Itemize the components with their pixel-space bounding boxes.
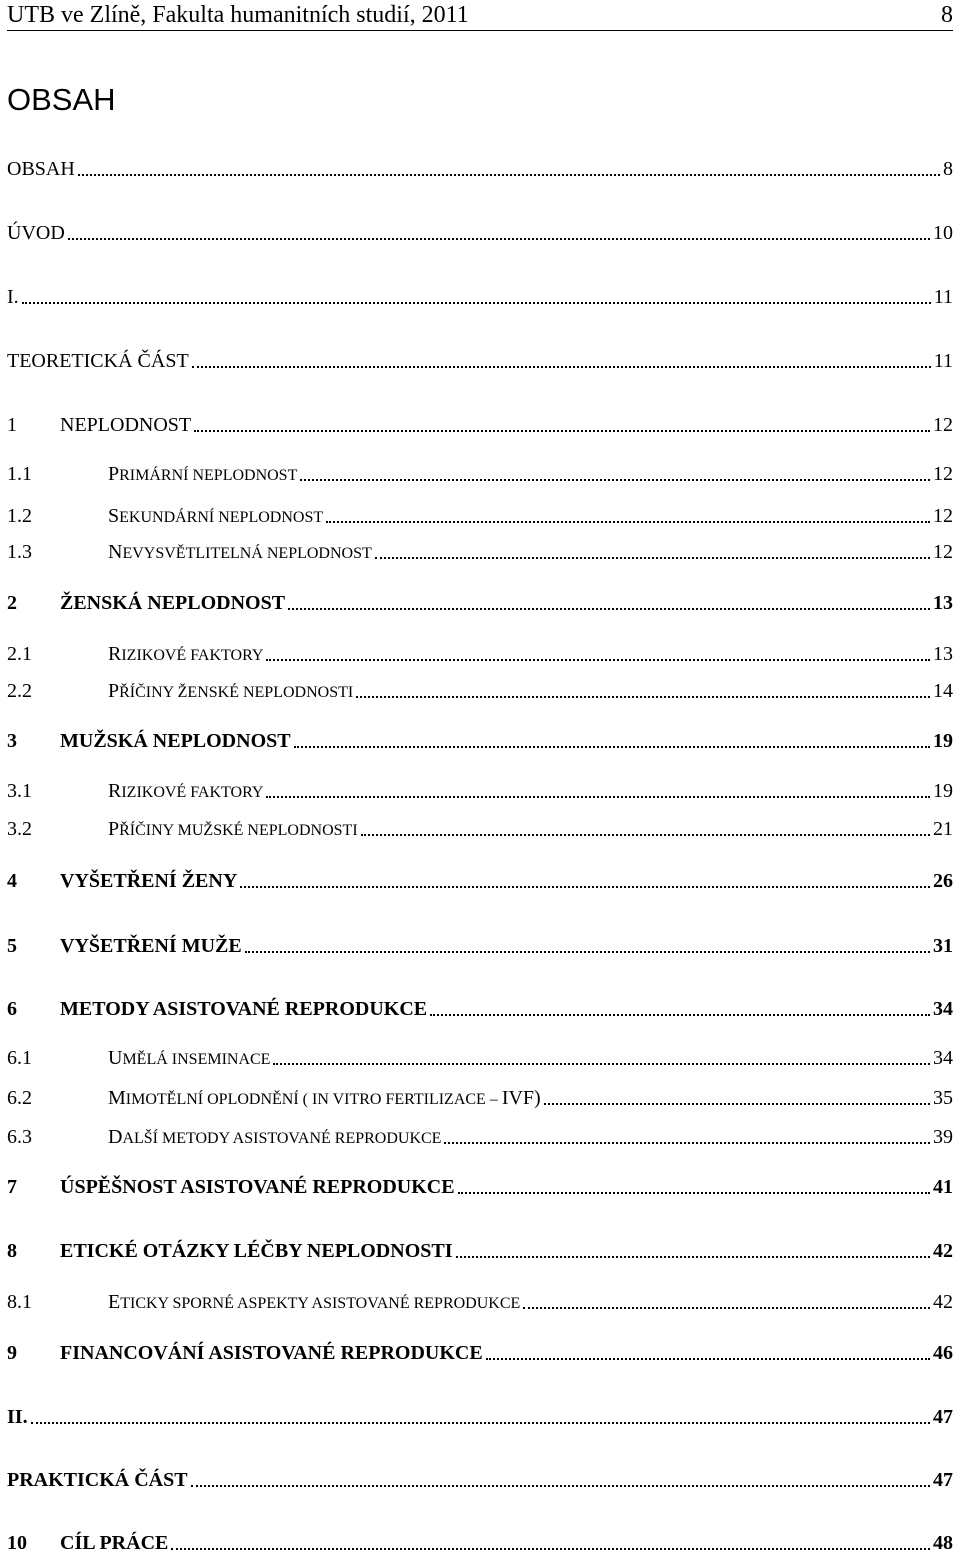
dot-leader	[326, 521, 930, 523]
toc-entry-title-rest: MĚLÁ INSEMINACE	[122, 1051, 271, 1068]
toc-entry-title-rest: IMOTĚLNÍ OPLODNĚNÍ ( IN VITRO FERTILIZACE –	[125, 1091, 502, 1108]
dot-leader	[191, 1485, 930, 1487]
toc-entry-page-number: 47	[933, 1406, 953, 1428]
dot-leader	[266, 659, 930, 661]
toc-entry-page-number: 34	[933, 1047, 953, 1069]
toc-entry-title-initial: R	[108, 780, 122, 802]
toc-entry-number: 2.1	[7, 643, 32, 665]
toc-entry-page-number: 14	[933, 680, 953, 702]
toc-entry-title: ÚVOD	[7, 222, 65, 244]
toc-entry-number: 6.1	[7, 1047, 32, 1069]
dot-leader	[294, 746, 930, 748]
toc-entry-title-rest: TICKY SPORNÉ ASPEKTY ASISTOVANÉ REPRODUKCE	[120, 1295, 521, 1312]
dot-leader	[68, 238, 930, 240]
toc-entry-number: 9	[7, 1342, 17, 1364]
toc-entry-page-number: 47	[933, 1469, 953, 1491]
toc-entry-page-number: 8	[943, 158, 953, 180]
toc-entry-title-initial: E	[108, 1291, 121, 1313]
toc-entry-page-number: 39	[933, 1126, 953, 1148]
toc-entry[interactable]	[7, 222, 953, 245]
dot-leader	[266, 796, 930, 798]
dot-leader	[456, 1256, 931, 1258]
toc-entry-number: 1	[7, 414, 17, 436]
toc-entry-title: ŽENSKÁ NEPLODNOST	[60, 592, 286, 614]
toc-entry[interactable]	[7, 818, 953, 841]
toc-entry-page-number: 19	[933, 780, 953, 802]
toc-entry-title-rest: ŘÍČINY ŽENSKÉ NEPLODNOSTI	[119, 684, 354, 701]
toc-entry-title: OBSAH	[7, 158, 75, 180]
dot-leader	[245, 951, 930, 953]
dot-leader	[78, 174, 940, 176]
toc-entry-number: 2.2	[7, 680, 32, 702]
dot-leader	[458, 1192, 930, 1194]
toc-entry-page-number: 26	[933, 870, 953, 892]
dot-leader	[192, 366, 931, 368]
dot-leader	[375, 557, 930, 559]
toc-entry-title: II.	[7, 1406, 28, 1428]
toc-entry-title	[108, 1126, 441, 1149]
toc-entry-title-initial: N	[108, 541, 123, 563]
dot-leader	[430, 1014, 930, 1016]
toc-entry-number: 3	[7, 730, 17, 752]
toc-entry-title-initial: M	[108, 1087, 126, 1109]
toc-entry-title: METODY ASISTOVANÉ REPRODUKCE	[60, 998, 428, 1020]
toc-entry-title-rest: IZIKOVÉ FAKTORY	[121, 647, 264, 664]
toc-entry-title-initial: S	[108, 505, 120, 527]
toc-entry-title	[108, 1047, 270, 1070]
toc-entry-number: 1.1	[7, 463, 32, 485]
toc-entry[interactable]	[7, 1126, 953, 1149]
toc-entry-title	[108, 1291, 520, 1314]
toc-entry[interactable]	[7, 643, 953, 666]
toc-entry[interactable]	[7, 1342, 953, 1365]
toc-entry-title-rest: EKUNDÁRNÍ NEPLODNOST	[119, 509, 324, 526]
toc-entry-title-initial: P	[108, 818, 120, 840]
toc-entry-title: ÚSPĚŠNOST ASISTOVANÉ REPRODUKCE	[60, 1176, 455, 1198]
toc-entry-title-tail: IVF)	[501, 1087, 541, 1109]
toc-entry[interactable]	[7, 780, 953, 803]
toc-entry[interactable]	[7, 1047, 953, 1070]
toc-entry[interactable]	[7, 463, 953, 486]
toc-entry-page-number: 13	[933, 643, 953, 665]
toc-entry-number: 3.2	[7, 818, 32, 840]
page-title: OBSAH	[7, 82, 116, 117]
toc-entry-number: 4	[7, 870, 17, 892]
toc-entry-number: 3.1	[7, 780, 32, 802]
toc-entry-page-number: 12	[933, 505, 953, 527]
dot-leader	[194, 430, 930, 432]
toc-entry-number: 1.2	[7, 505, 32, 527]
toc-entry-title-rest: RIMÁRNÍ NEPLODNOST	[119, 467, 298, 484]
toc-entry-title: TEORETICKÁ ČÁST	[7, 350, 189, 372]
toc-entry-title: PRAKTICKÁ ČÁST	[7, 1469, 188, 1491]
dot-leader	[356, 696, 930, 698]
toc-entry-page-number: 31	[933, 935, 953, 957]
toc-entry-page-number: 42	[933, 1291, 953, 1313]
toc-entry-page-number: 12	[933, 463, 953, 485]
toc-entry[interactable]	[7, 541, 953, 564]
toc-entry-number: 5	[7, 935, 17, 957]
toc-entry-number: 7	[7, 1176, 17, 1198]
toc-entry-page-number: 46	[933, 1342, 953, 1364]
toc-entry[interactable]	[7, 1291, 953, 1314]
toc-entry-title-rest: IZIKOVÉ FAKTORY	[121, 784, 264, 801]
header-page-number: 8	[941, 2, 953, 28]
toc-entry-page-number: 42	[933, 1240, 953, 1262]
header-title: UTB ve Zlíně, Fakulta humanitních studií, 2011	[7, 2, 469, 28]
toc-entry-number: 6.3	[7, 1126, 32, 1148]
toc-entry-title-initial: P	[108, 680, 120, 702]
toc-entry-title	[108, 463, 297, 486]
toc-entry-page-number: 34	[933, 998, 953, 1020]
toc-entry-page-number: 35	[933, 1087, 953, 1109]
dot-leader	[444, 1142, 930, 1144]
toc-entry-number: 8	[7, 1240, 17, 1262]
dot-leader	[171, 1548, 930, 1550]
toc-entry-title: ETICKÉ OTÁZKY LÉČBY NEPLODNOSTI	[60, 1240, 453, 1262]
dot-leader	[240, 886, 930, 888]
toc-entry[interactable]	[7, 1469, 953, 1492]
toc-entry-title	[108, 818, 358, 841]
toc-entry-number: 6	[7, 998, 17, 1020]
toc-entry[interactable]	[7, 505, 953, 528]
toc-entry-title	[108, 505, 323, 528]
toc-entry[interactable]	[7, 1240, 953, 1263]
dot-leader	[544, 1103, 930, 1105]
toc-entry[interactable]	[7, 158, 953, 181]
toc-entry-page-number: 12	[933, 541, 953, 563]
toc-entry-number: 6.2	[7, 1087, 32, 1109]
toc-entry-title	[108, 541, 372, 564]
toc-entry-title: I.	[7, 286, 19, 308]
toc-entry[interactable]	[7, 730, 953, 753]
toc-entry-title: VYŠETŘENÍ ŽENY	[60, 870, 238, 892]
toc-entry-title	[108, 1087, 541, 1110]
toc-entry[interactable]	[7, 1406, 953, 1429]
toc-entry-title: CÍL PRÁCE	[60, 1532, 169, 1554]
toc-entry[interactable]	[7, 592, 953, 615]
toc-entry-title-initial: R	[108, 643, 122, 665]
dot-leader	[273, 1063, 930, 1065]
toc-entry-title-initial: D	[108, 1126, 123, 1148]
toc-entry-title: FINANCOVÁNÍ ASISTOVANÉ REPRODUKCE	[60, 1342, 483, 1364]
dot-leader	[288, 608, 930, 610]
toc-entry-title: MUŽSKÁ NEPLODNOST	[60, 730, 291, 752]
toc-entry[interactable]	[7, 414, 953, 437]
toc-entry-number: 8.1	[7, 1291, 32, 1313]
toc-entry-title	[108, 643, 263, 666]
toc-entry-page-number: 12	[933, 414, 953, 436]
toc-entry[interactable]	[7, 1532, 953, 1555]
dot-leader	[523, 1307, 930, 1309]
toc-entry[interactable]	[7, 935, 953, 958]
toc-entry[interactable]	[7, 870, 953, 893]
toc-entry-page-number: 21	[933, 818, 953, 840]
toc-entry-number: 2	[7, 592, 17, 614]
toc-entry-title-rest: ŘÍČINY MUŽSKÉ NEPLODNOSTI	[119, 822, 358, 839]
toc-entry[interactable]	[7, 350, 953, 373]
toc-entry-page-number: 41	[933, 1176, 953, 1198]
dot-leader	[361, 834, 930, 836]
toc-entry-page-number: 10	[933, 222, 953, 244]
toc-entry-title: NEPLODNOST	[60, 414, 192, 436]
toc-entry-page-number: 48	[933, 1532, 953, 1554]
toc-entry-number: 1.3	[7, 541, 32, 563]
toc-entry-title	[108, 780, 263, 803]
toc-entry-title: VYŠETŘENÍ MUŽE	[60, 935, 242, 957]
toc-entry-number: 10	[7, 1532, 27, 1554]
dot-leader	[486, 1358, 930, 1360]
toc-entry[interactable]	[7, 680, 953, 703]
toc-entry[interactable]	[7, 286, 953, 309]
toc-entry[interactable]	[7, 1087, 953, 1110]
toc-entry-title	[108, 680, 353, 703]
dot-leader	[31, 1422, 930, 1424]
toc-entry-title-initial: U	[108, 1047, 123, 1069]
toc-entry[interactable]	[7, 998, 953, 1021]
toc-entry-title-initial: P	[108, 463, 120, 485]
toc-entry-title-rest: EVYSVĚTLITELNÁ NEPLODNOST	[122, 545, 372, 562]
toc-entry-title-rest: ALŠÍ METODY ASISTOVANÉ REPRODUKCE	[122, 1130, 442, 1147]
toc-entry-page-number: 11	[933, 286, 953, 308]
toc-entry-page-number: 13	[933, 592, 953, 614]
dot-leader	[22, 302, 931, 304]
toc-entry-page-number: 11	[933, 350, 953, 372]
toc-entry-page-number: 19	[933, 730, 953, 752]
toc-entry[interactable]	[7, 1176, 953, 1199]
dot-leader	[300, 479, 930, 481]
